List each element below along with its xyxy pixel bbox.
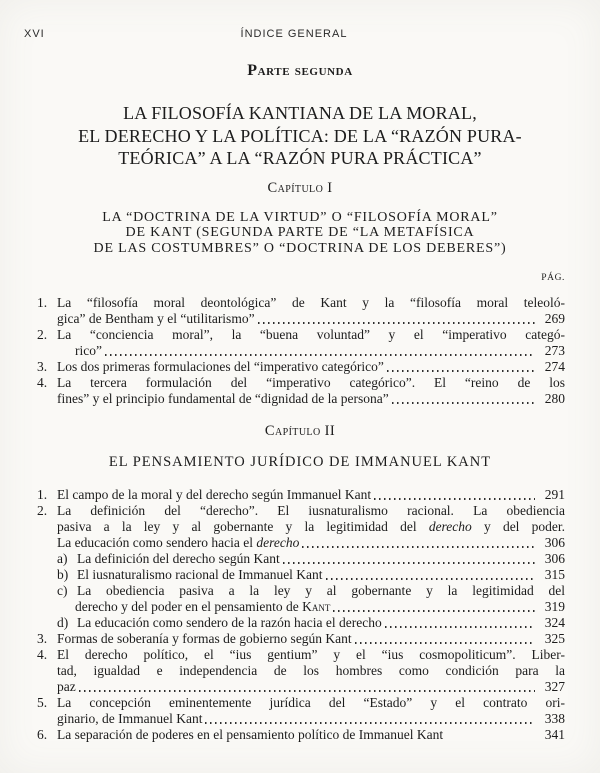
toc-page-number: 280: [544, 390, 565, 406]
chapter-1-subtitle-line: DE LAS COSTUMBRES” O “DOCTRINA DE LOS DEBERES”): [93, 241, 507, 257]
toc-row: [37, 295, 565, 311]
toc-page-number: 291: [544, 486, 565, 502]
toc-entry-text: [57, 503, 565, 519]
toc-row: [37, 727, 565, 743]
toc-page-number: 325: [544, 630, 565, 646]
text-segment: rico”: [75, 342, 102, 358]
toc-entry-text: [57, 391, 389, 407]
toc-entry-number: 2.: [37, 326, 48, 342]
toc-page-number: 306: [544, 550, 565, 566]
toc-entry-number: 3.: [37, 630, 48, 646]
toc-row: [57, 663, 565, 679]
toc-entry-text: [57, 359, 384, 375]
toc-row: [57, 615, 565, 631]
text-segment: La educación como sendero hacia el: [57, 534, 257, 550]
toc-chapter-1: [37, 295, 565, 407]
toc-row: [57, 535, 565, 551]
toc-entry-text: [57, 727, 443, 743]
text-segment: derecho y del poder en el pensamiento de: [75, 598, 303, 614]
leader-dots: [205, 722, 535, 724]
chapter-2-title: EL PENSAMIENTO JURÍDICO DE IMMANUEL KANT: [108, 453, 492, 470]
toc-entry-number: 1.: [37, 486, 48, 502]
toc-row: [75, 599, 565, 615]
toc-entry-number: 5.: [37, 694, 48, 710]
toc-entry-number: b): [57, 566, 69, 582]
toc-row: [57, 711, 565, 727]
text-segment: fines” y el principio fundamental de “dignidad de la persona”: [57, 390, 389, 406]
text-segment: El derecho político, el “ius gentium” y el “ius cosmopoliticum”. Liber-: [57, 646, 565, 662]
text-segment: El campo de la moral y del derecho según Immanuel Kant: [57, 486, 372, 502]
toc-entry-text: [57, 535, 299, 551]
toc-entry-text: [57, 647, 565, 663]
toc-page-number: 315: [544, 566, 565, 582]
toc-entry-number: 3.: [37, 358, 48, 374]
toc-row: [37, 375, 565, 391]
toc-entry-number: 4.: [37, 646, 48, 662]
italic-term: derecho: [428, 518, 472, 534]
toc-page-number: 273: [544, 342, 565, 358]
toc-entry-number: c): [57, 582, 68, 598]
toc-row: [37, 327, 565, 343]
toc-entry-text: [77, 551, 280, 567]
toc-entry-text: [75, 599, 330, 615]
leader-dots: [446, 738, 535, 740]
smallcaps-name: Kant: [302, 598, 331, 614]
text-segment: La separación de poderes en el pensamiento político de Immanuel Kant: [57, 726, 444, 742]
chapter-1-heading: Capítulo I: [267, 179, 333, 196]
text-segment: Formas de soberanía y formas de gobierno según Kant: [57, 630, 352, 646]
toc-page-number: 306: [544, 534, 565, 550]
chapter-2-heading: Capítulo II: [264, 422, 336, 439]
part-title: [0, 102, 600, 170]
toc-entry-text: [77, 567, 323, 583]
toc-entry-text: [57, 631, 352, 647]
text-segment: La “filosofía moral deontológica” de Kant y la “filosofía moral teleoló-: [57, 294, 565, 310]
part-title-line: LA FILOSOFÍA KANTIANA DE LA MORAL,: [123, 103, 477, 123]
leader-dots: [283, 562, 535, 564]
running-head: [24, 28, 564, 42]
toc-entry-number: 4.: [37, 374, 48, 390]
running-head-title: ÍNDICE GENERAL: [240, 28, 348, 40]
toc-row: [37, 647, 565, 663]
part-heading: Parte segunda: [247, 62, 353, 79]
toc-row: [75, 343, 565, 359]
text-segment: La tercera formulación del “imperativo categórico”. El “reino de los: [57, 374, 565, 390]
leader-dots: [355, 642, 535, 644]
text-segment: La definición del “derecho”. El iusnaturalismo racional. La obediencia: [57, 502, 565, 518]
text-segment: La obediencia pasiva a la ley y al gobernante y la legitimidad del: [77, 582, 565, 598]
italic-term: derecho: [256, 534, 300, 550]
toc-entry-text: [57, 695, 565, 711]
text-segment: La concepción eminentemente jurídica del “Estado” y el contrato ori-: [57, 694, 565, 710]
toc-entry-text: [57, 311, 255, 327]
text-segment: pasiva a la ley y al gobernante y la legitimidad del: [57, 518, 429, 534]
toc-entry-text: [75, 343, 102, 359]
toc-entry-text: [77, 615, 382, 631]
toc-entry-number: a): [57, 550, 68, 566]
leader-dots: [374, 498, 535, 500]
leader-dots: [387, 370, 535, 372]
toc-entry-number: 1.: [37, 294, 48, 310]
text-segment: y del poder.: [471, 518, 565, 534]
text-segment: tad, igualdad e independencia de los hombres como condición para la: [57, 662, 565, 678]
text-segment: La “conciencia moral”, la “buena voluntad” y el “imperativo categó-: [57, 326, 565, 342]
toc-page-number: 324: [544, 614, 565, 630]
text-segment: ginario, de Immanuel Kant: [57, 710, 203, 726]
text-segment: paz: [57, 678, 76, 694]
toc-row: [37, 503, 565, 519]
toc-entry-text: [57, 327, 565, 343]
toc-row: [37, 631, 565, 647]
toc-chapter-2: [37, 487, 565, 743]
toc-row: [57, 567, 565, 583]
toc-row: [57, 391, 565, 407]
part-title-line: EL DERECHO Y LA POLÍTICA: DE LA “RAZÓN PURA-: [78, 125, 522, 146]
toc-entry-text: [57, 295, 565, 311]
text-segment: gica” de Bentham y el “utilitarismo”: [57, 310, 255, 326]
leader-dots: [302, 546, 535, 548]
toc-page-number: 327: [544, 678, 565, 694]
chapter-1-subtitle: [0, 210, 600, 257]
toc-page-number: 319: [544, 598, 565, 614]
leader-dots: [385, 626, 535, 628]
folio-number: XVI: [24, 28, 45, 40]
text-segment: La educación como sendero de la razón hacia el derecho: [77, 614, 382, 630]
toc-page-number: 269: [544, 310, 565, 326]
toc-row: [57, 551, 565, 567]
toc-page-number: 338: [544, 710, 565, 726]
toc-row: [57, 519, 565, 535]
toc-entry-text: [57, 663, 565, 679]
toc-entry-text: [57, 519, 565, 535]
text-segment: La definición del derecho según Kant: [77, 550, 280, 566]
leader-dots: [392, 402, 535, 404]
toc-row: [37, 487, 565, 503]
chapter-1-subtitle-line: DE KANT (SEGUNDA PARTE DE “LA METAFÍSICA: [125, 225, 475, 241]
toc-row: [57, 583, 565, 599]
toc-page-number: 341: [544, 726, 565, 742]
toc-entry-number: d): [57, 614, 69, 630]
text-segment: Los dos primeras formulaciones del “imperativo categórico”: [57, 358, 384, 374]
page-column-label: PÁG.: [541, 272, 565, 283]
toc-row: [57, 679, 565, 695]
toc-entry-text: [57, 711, 202, 727]
toc-entry-text: [57, 375, 565, 391]
leader-dots: [105, 354, 535, 356]
leader-dots: [333, 610, 535, 612]
chapter-1-subtitle-line: LA “DOCTRINA DE LA VIRTUD” O “FILOSOFÍA MORAL”: [102, 209, 498, 225]
toc-row: [37, 359, 565, 375]
toc-entry-number: 2.: [37, 502, 48, 518]
toc-row: [57, 311, 565, 327]
leader-dots: [258, 322, 535, 324]
toc-entry-text: [57, 487, 371, 503]
leader-dots: [79, 690, 535, 692]
text-segment: El iusnaturalismo racional de Immanuel Kant: [77, 566, 323, 582]
part-title-line: TEÓRICA” A LA “RAZÓN PURA PRÁCTICA”: [118, 148, 482, 168]
toc-row: [37, 695, 565, 711]
toc-page-number: 274: [544, 358, 565, 374]
toc-entry-text: [77, 583, 565, 599]
toc-entry-text: [57, 679, 76, 695]
toc-entry-number: 6.: [37, 726, 48, 742]
leader-dots: [326, 578, 535, 580]
